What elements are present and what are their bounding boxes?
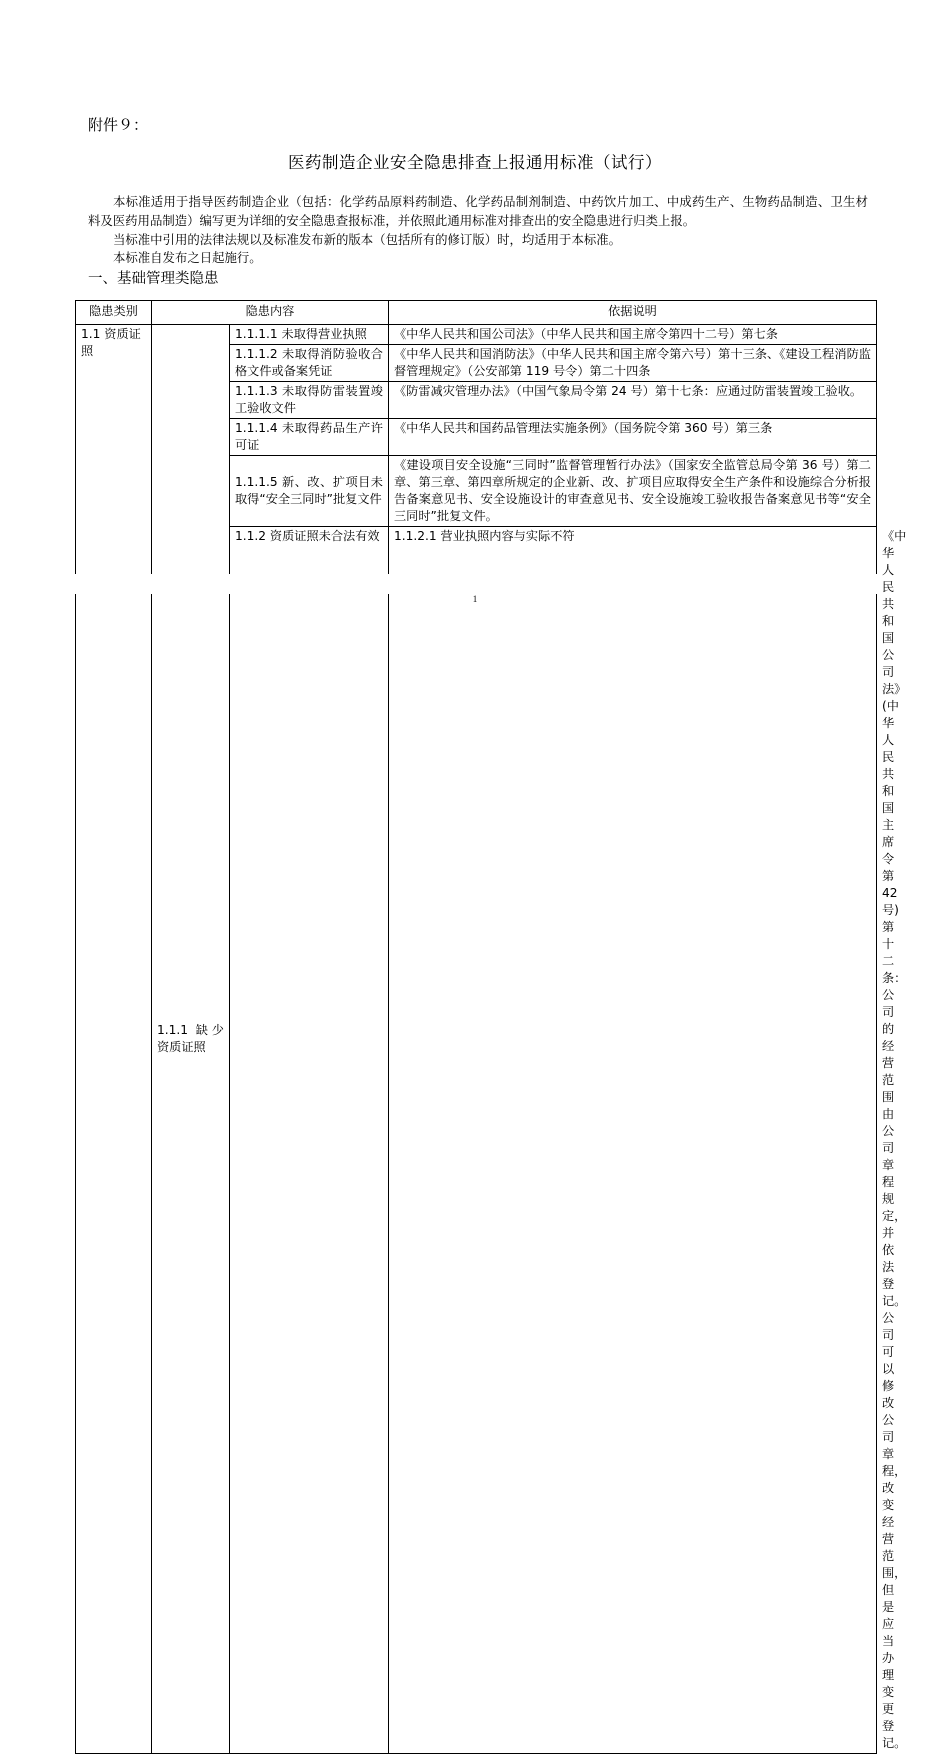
content-cell: 1.1.1.4 未取得药品生产许可证 [230, 419, 389, 456]
content-cell: 1.1.2.1 营业执照内容与实际不符 [389, 527, 877, 1754]
intro-paragraph-scope: 本标准适用于指导医药制造企业（包括：化学药品原料药制造、化学药品制剂制造、中药饮片加工、中成药生产、生物药品制造、卫生材料及医药用品制造）编写更为详细的安全隐患查报标准，并依照此通用标准对排查出的安全隐患进行归类上报。 [88, 194, 868, 228]
header-basis: 依据说明 [389, 301, 877, 325]
content-cell: 1.1.1.2 未取得消防验收合格文件或备案凭证 [230, 345, 389, 382]
table-row [76, 325, 877, 345]
basis-cell: 《防雷减灾管理办法》（中国气象局令第 24 号）第十七条：应通过防雷装置竣工验收。 [389, 382, 877, 419]
header-content: 隐患内容 [152, 301, 389, 325]
basis-cell: 《中华人民共和国公司法》（中华人民共和国主席令第四十二号）第七条 [389, 325, 877, 345]
header-category: 隐患类别 [76, 301, 152, 325]
table-row: 1.1.2 资质证照未合法有效 1.1.2.1 营业执照内容与实际不符 《中华人民共和国公司法》(中华人民共和国主席令第 42 号)第十二条：公司的经营范围由公司章程规定，并依法登记。公司可以修改公司章程，改变经营范围，但是应当办理变更登记。 [76, 527, 877, 1754]
content-cell: 1.1.1.5 新、改、扩项目未取得“安全三同时”批复文件 [230, 456, 389, 527]
intro-paragraph-effective: 本标准自发布之日起施行。 [113, 250, 262, 265]
page-number: 1 [472, 594, 478, 604]
intro-paragraph-versions: 当标准中引用的法律法规以及标准发布新的版本（包括所有的修订版）时，均适用于本标准。 [113, 232, 622, 247]
document-title: 医药制造企业安全隐患排查上报通用标准（试行） [288, 153, 662, 172]
attachment-label: 附件９： [88, 116, 149, 134]
basis-cell: 《中华人民共和国消防法》（中华人民共和国主席令第六号）第十三条、《建设工程消防监督管理规定》（公安部第 119 号令）第二十四条 [389, 345, 877, 382]
basis-cell: 《建设项目安全设施“三同时”监督管理暂行办法》（国家安全监管总局令第 36 号）第二章、第三章、第四章所规定的企业新、改、扩项目应取得安全生产条件和设施综合分析报告备案意见书、安全设施设计的审查意见书、安全设施竣工验收报告备案意见书等“安全三同时”批复文件。 [389, 456, 877, 527]
hazard-standard-table [75, 300, 907, 1754]
content-cell: 1.1.1.1 未取得营业执照 [230, 325, 389, 345]
group-cell: 1.1.2 资质证照未合法有效 [230, 527, 389, 1754]
category-cell: 1.1 资质证照 [76, 325, 152, 1754]
basis-cell: 《中华人民共和国药品管理法实施条例》（国务院令第 360 号）第三条 [389, 419, 877, 456]
table-header-row [76, 301, 877, 325]
section-heading: 一、基础管理类隐患 [88, 271, 219, 287]
page-bottom-margin [74, 574, 878, 594]
group-cell: 1.1.1 缺少资质证照 [152, 325, 230, 1754]
content-cell: 1.1.1.3 未取得防雷装置竣工验收文件 [230, 382, 389, 419]
